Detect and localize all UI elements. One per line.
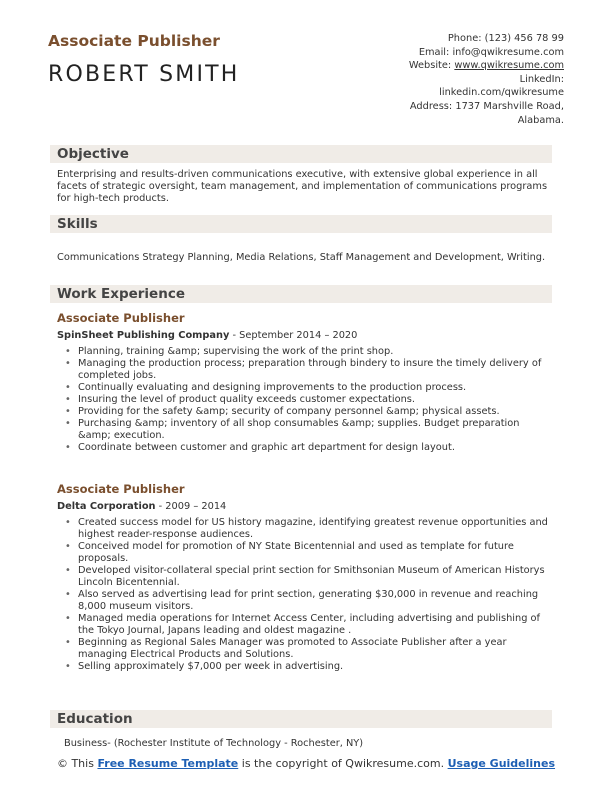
job-company: SpinSheet Publishing Company - September 2014 – 2020 [57, 330, 358, 341]
list-item: • Planning, training &amp; supervising the work of the print shop. [62, 346, 552, 358]
skills-text: Communications Strategy Planning, Media Relations, Staff Management and Development, Writing. [57, 252, 546, 263]
list-item: • Insuring the level of product quality exceeds customer expectations. [62, 394, 552, 406]
candidate-name: ROBERT SMITH [48, 62, 240, 87]
contact-linkedin-label: LinkedIn: [519, 73, 564, 85]
objective-section-header [50, 145, 552, 163]
job-bullets [62, 346, 552, 454]
list-item: • Managed media operations for Internet Access Center, including advertising and publishing of the Tokyo Journal, Japans leading and oldest magazine . [62, 613, 552, 637]
list-item: • Developed visitor-collateral special print section for Smithsonian Museum of American Historys Lincoln Bicentennial. [62, 565, 552, 589]
job-role: Associate Publisher [57, 311, 185, 325]
list-item: • Coordinate between customer and graphic art department for design layout. [62, 442, 552, 454]
job-company: Delta Corporation - 2009 – 2014 [57, 501, 227, 512]
section-title: Work Experience [57, 286, 185, 302]
job-role: Associate Publisher [57, 482, 185, 496]
contact-website: Website: www.qwikresume.com [408, 60, 564, 72]
contact-block [354, 32, 564, 127]
list-item: • Managing the production process; preparation through bindery to insure the timely delivery of completed jobs. [62, 358, 552, 382]
contact-email: Email: info@qwikresume.com [418, 46, 564, 58]
skills-section-header [50, 215, 552, 233]
education-text: Business- (Rochester Institute of Technology - Rochester, NY) [64, 738, 364, 749]
free-resume-template-link[interactable]: Free Resume Template [97, 757, 239, 770]
website-link[interactable]: www.qwikresume.com [454, 60, 564, 72]
contact-linkedin: linkedin.com/qwikresume [439, 87, 564, 99]
section-title: Skills [57, 216, 98, 232]
objective-text: Enterprising and results-driven communications executive, with extensive global experience in all facets of strategic oversight, team management, and implementation of communications programs for high-tech products. [57, 169, 548, 204]
list-item: • Providing for the safety &amp; security of company personnel &amp; physical assets. [62, 406, 552, 418]
job-bullets [62, 517, 552, 673]
list-item: • Purchasing &amp; inventory of all shop consumables &amp; supplies. Budget preparation &amp; execution. [62, 418, 552, 442]
job-title: Associate Publisher [48, 32, 220, 50]
resume-header [48, 32, 564, 132]
list-item: • Conceived model for promotion of NY State Bicentennial and used as template for future proposals. [62, 541, 552, 565]
contact-address: Address: 1737 Marshville Road, [409, 100, 564, 112]
work-experience-section-header [50, 285, 552, 303]
list-item: • Selling approximately $7,000 per week in advertising. [62, 661, 552, 673]
list-item: • Continually evaluating and designing improvements to the production process. [62, 382, 552, 394]
section-title: Education [57, 711, 133, 727]
contact-address-line2: Alabama. [517, 114, 564, 126]
education-section-header [50, 710, 552, 728]
list-item: • Created success model for US history magazine, identifying greatest revenue opportunities and highest reader-response audiences. [62, 517, 552, 541]
list-item: • Beginning as Regional Sales Manager was promoted to Associate Publisher after a year managing Electrical Products and Solutions. [62, 637, 552, 661]
list-item: • Also served as advertising lead for print section, generating $30,000 in revenue and reaching 8,000 museum visitors. [62, 589, 552, 613]
section-title: Objective [57, 146, 129, 162]
copyright-footer: © This Free Resume Template is the copyright of Qwikresume.com. Usage Guidelines [56, 757, 556, 770]
contact-phone: Phone: (123) 456 78 99 [447, 33, 564, 44]
usage-guidelines-link[interactable]: Usage Guidelines [447, 757, 556, 770]
